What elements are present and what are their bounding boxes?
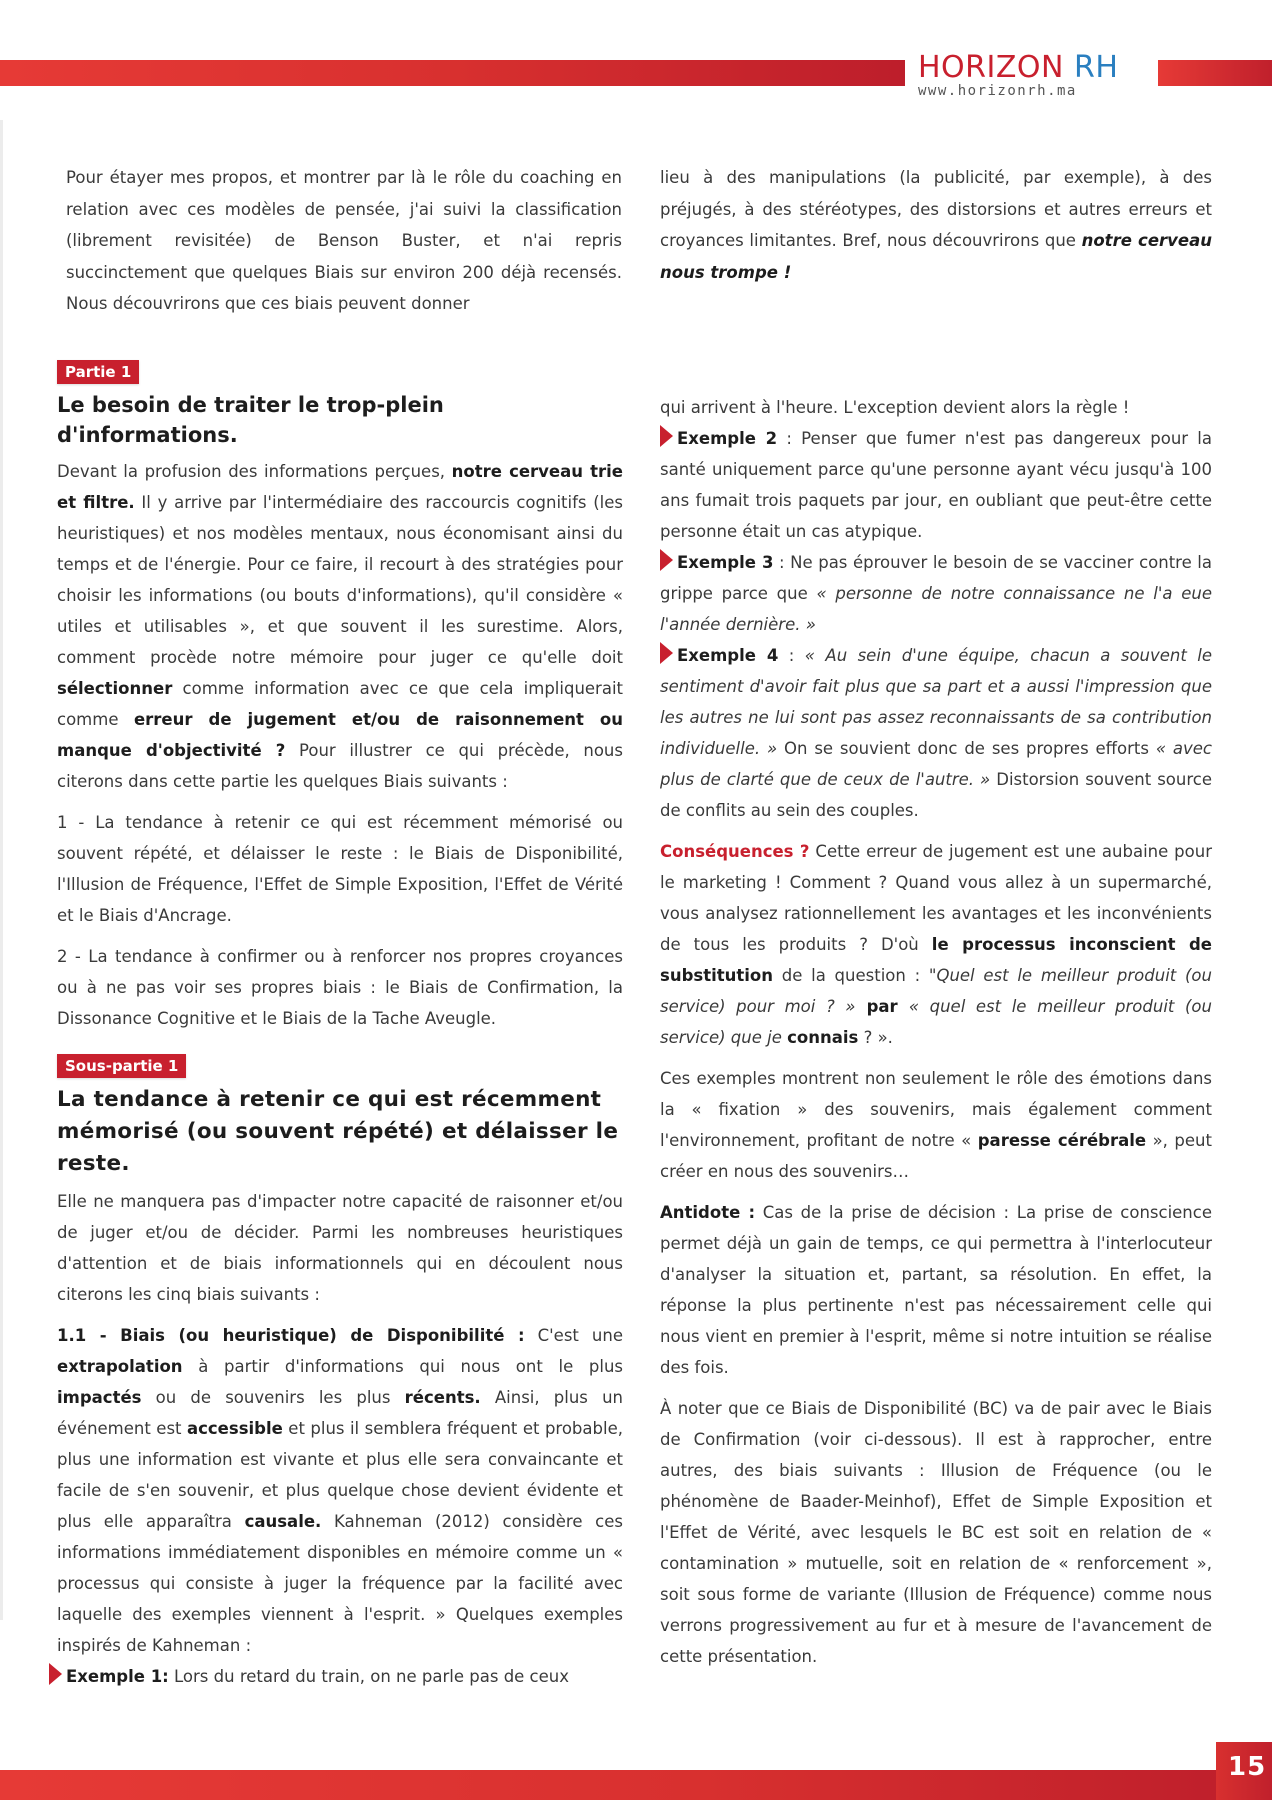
triangle-bullet-icon <box>660 425 673 447</box>
example-3: Exemple 3 : Ne pas éprouver le besoin de se vacciner contre la grippe parce que « personne de notre connaissance ne l'a eue l'année dernière. » <box>660 547 1212 640</box>
antidote-label: Antidote : <box>660 1203 756 1222</box>
triangle-bullet-icon <box>660 549 673 571</box>
partie-1-paragraph: Devant la profusion des informations perçues, notre cerveau trie et filtre. Il y arrive par l'intermédiaire des raccourcis cognitifs (les heuristiques) et nos modèles mentaux, nous économisant ainsi du temps et de l'énergie. Pour ce faire, il recourt à des stratégies pour choisir les informations (ou bouts d'informations), qu'il considère « utiles et utilisables », et que souvent il les surestime. Alors, comment procède notre mémoire pour juger ce qu'elle doit sélectionner comme information avec ce que cela impliquerait comme erreur de jugement et/ou de raisonnement ou manque d'objectivité ? Pour illustrer ce qui précède, nous citerons dans cette partie les quelques Biais suivants : <box>57 462 623 791</box>
brand-name <box>918 52 1148 84</box>
example-4: Exemple 4 : « Au sein d'une équipe, chacun a souvent le sentiment d'avoir fait plus que sa part et a aussi l'impression que les autres ne lui sont pas assez reconnaissants de sa contribution individuelle. » On se souvient donc de ses propres efforts « avec plus de clarté que de ceux de l'autre. » Distorsion souvent source de conflits au sein des couples. <box>660 640 1212 826</box>
intro-emphasis: notre cerveau nous trompe ! <box>660 231 1212 282</box>
consequences-label: Conséquences ? <box>660 842 810 861</box>
example-1-continuation: qui arrivent à l'heure. L'exception devient alors la règle ! <box>660 398 1130 417</box>
section-tag-sous-partie-1: Sous-partie 1 <box>57 1054 186 1078</box>
section-title-sous-partie-1: La tendance à retenir ce qui est récemment mémorisé (ou souvent répété) et délaisser le reste. <box>57 1087 619 1176</box>
example-2: Exemple 2 : Penser que fumer n'est pas dangereux pour la santé uniquement parce qu'une personne ayant vécu jusqu'à 100 ans fumait trois paquets par jour, en oubliant que peut-être cette personne était un cas atypique. <box>660 423 1212 547</box>
note-paragraph: À noter que ce Biais de Disponibilité (BC) va de pair avec le Biais de Confirmation (voir ci-dessous). Il est à rapprocher, entre autres, des biais suivants : Illusion de Fréquence (ou le phénomène de Baader-Meinhof), Effet de Simple Exposition et l'Effet de Vérité, avec lesquels le BC est soit en relation de « contamination » mutuelle, soit en relation de « renforcement », soit sous forme de variante (Illusion de Fréquence) comme nous verrons progressivement au fur et à mesure de l'avancement de cette présentation. <box>660 1399 1212 1666</box>
header-red-bar-right <box>1158 60 1272 86</box>
right-column <box>660 392 1212 1672</box>
section-tag-partie-1: Partie 1 <box>57 360 139 384</box>
brand-url: www.horizonrh.ma <box>918 83 1077 99</box>
brand-name-rh: RH <box>1074 50 1119 85</box>
footer-red-bar <box>0 1770 1272 1800</box>
page-edge-shadow <box>0 120 3 1620</box>
bias-list-item-2: 2 - La tendance à confirmer ou à renforcer nos propres croyances ou à ne pas voir ses propres biais : le Biais de Confirmation, la Dissonance Cognitive et le Biais de la Tache Aveugle. <box>57 947 623 1028</box>
section-title-partie-1: Le besoin de traiter le trop-plein d'informations. <box>57 393 444 447</box>
brand-logo <box>918 52 1148 98</box>
header-red-bar <box>0 60 905 86</box>
example-1: Exemple 1: Lors du retard du train, on ne parle pas de ceux <box>49 1661 623 1692</box>
brand-name-horizon: HORIZON <box>918 50 1064 85</box>
emotions-paragraph: Ces exemples montrent non seulement le rôle des émotions dans la « fixation » des souvenirs, mais également comment l'environnement, profitant de notre « paresse cérébrale », peut créer en nous des souvenirs… <box>660 1069 1212 1181</box>
intro-right-column <box>660 162 1212 288</box>
intro-paragraph-right: lieu à des manipulations (la publicité, par exemple), à des préjugés, à des stéréotypes, des distorsions et autres erreurs et croyances limitantes. Bref, nous découvrirons que notre cerveau nous trompe ! <box>660 168 1212 282</box>
triangle-bullet-icon <box>660 642 673 664</box>
page-number: 15 <box>1228 1752 1267 1782</box>
bias-1-1-paragraph: 1.1 - Biais (ou heuristique) de Disponibilité : C'est une extrapolation à partir d'informations qui nous ont le plus impactés ou de souvenirs les plus récents. Ainsi, plus un événement est accessible et plus il semblera fréquent et probable, plus une information est vivante et plus elle sera convaincante et facile de s'en souvenir, et plus quelque chose devient évidente et plus elle apparaîtra causale. Kahneman (2012) considère ces informations immédiatement disponibles en mémoire comme un « processus qui consiste à juger la fréquence par la facilité avec laquelle des exemples viennent à l'esprit. » Quelques exemples inspirés de Kahneman : <box>57 1326 623 1655</box>
left-column <box>57 356 623 1692</box>
intro-left-column <box>66 162 622 320</box>
sous-partie-1-intro: Elle ne manquera pas d'impacter notre capacité de raisonner et/ou de juger et/ou de décider. Parmi les nombreuses heuristiques d'attention et de biais informationnels qui en découlent nous citerons les cinq biais suivants : <box>57 1192 623 1304</box>
antidote-paragraph: Antidote : Cas de la prise de décision : La prise de conscience permet déjà un gain de temps, ce qui permettra à l'interlocuteur d'analyser la situation et, partant, sa résolution. En effet, la réponse la plus pertinente n'est pas nécessairement celle qui nous vient en premier à l'esprit, même si notre intuition se réalise des fois. <box>660 1203 1212 1377</box>
consequences-paragraph: Conséquences ? Cette erreur de jugement est une aubaine pour le marketing ! Comment ? Quand vous allez à un supermarché, vous analysez rationnellement les avantages et les inconvénients de tous les produits ? D'où le processus inconscient de substitution de la question : "Quel est le meilleur produit (ou service) pour moi ? » par « quel est le meilleur produit (ou service) que je connais ? ». <box>660 842 1212 1047</box>
triangle-bullet-icon <box>49 1663 62 1685</box>
intro-paragraph-left: Pour étayer mes propos, et montrer par là le rôle du coaching en relation avec ces modèles de pensée, j'ai suivi la classification (librement revisitée) de Benson Buster, et n'ai repris succinctement que quelques Biais sur environ 200 déjà recensés. Nous découvrirons que ces biais peuvent donner <box>66 168 622 313</box>
bias-list-item-1: 1 - La tendance à retenir ce qui est récemment mémorisé ou souvent répété, et délaisser le reste : le Biais de Disponibilité, l'Illusion de Fréquence, l'Effet de Simple Exposition, l'Effet de Vérité et le Biais d'Ancrage. <box>57 813 623 925</box>
